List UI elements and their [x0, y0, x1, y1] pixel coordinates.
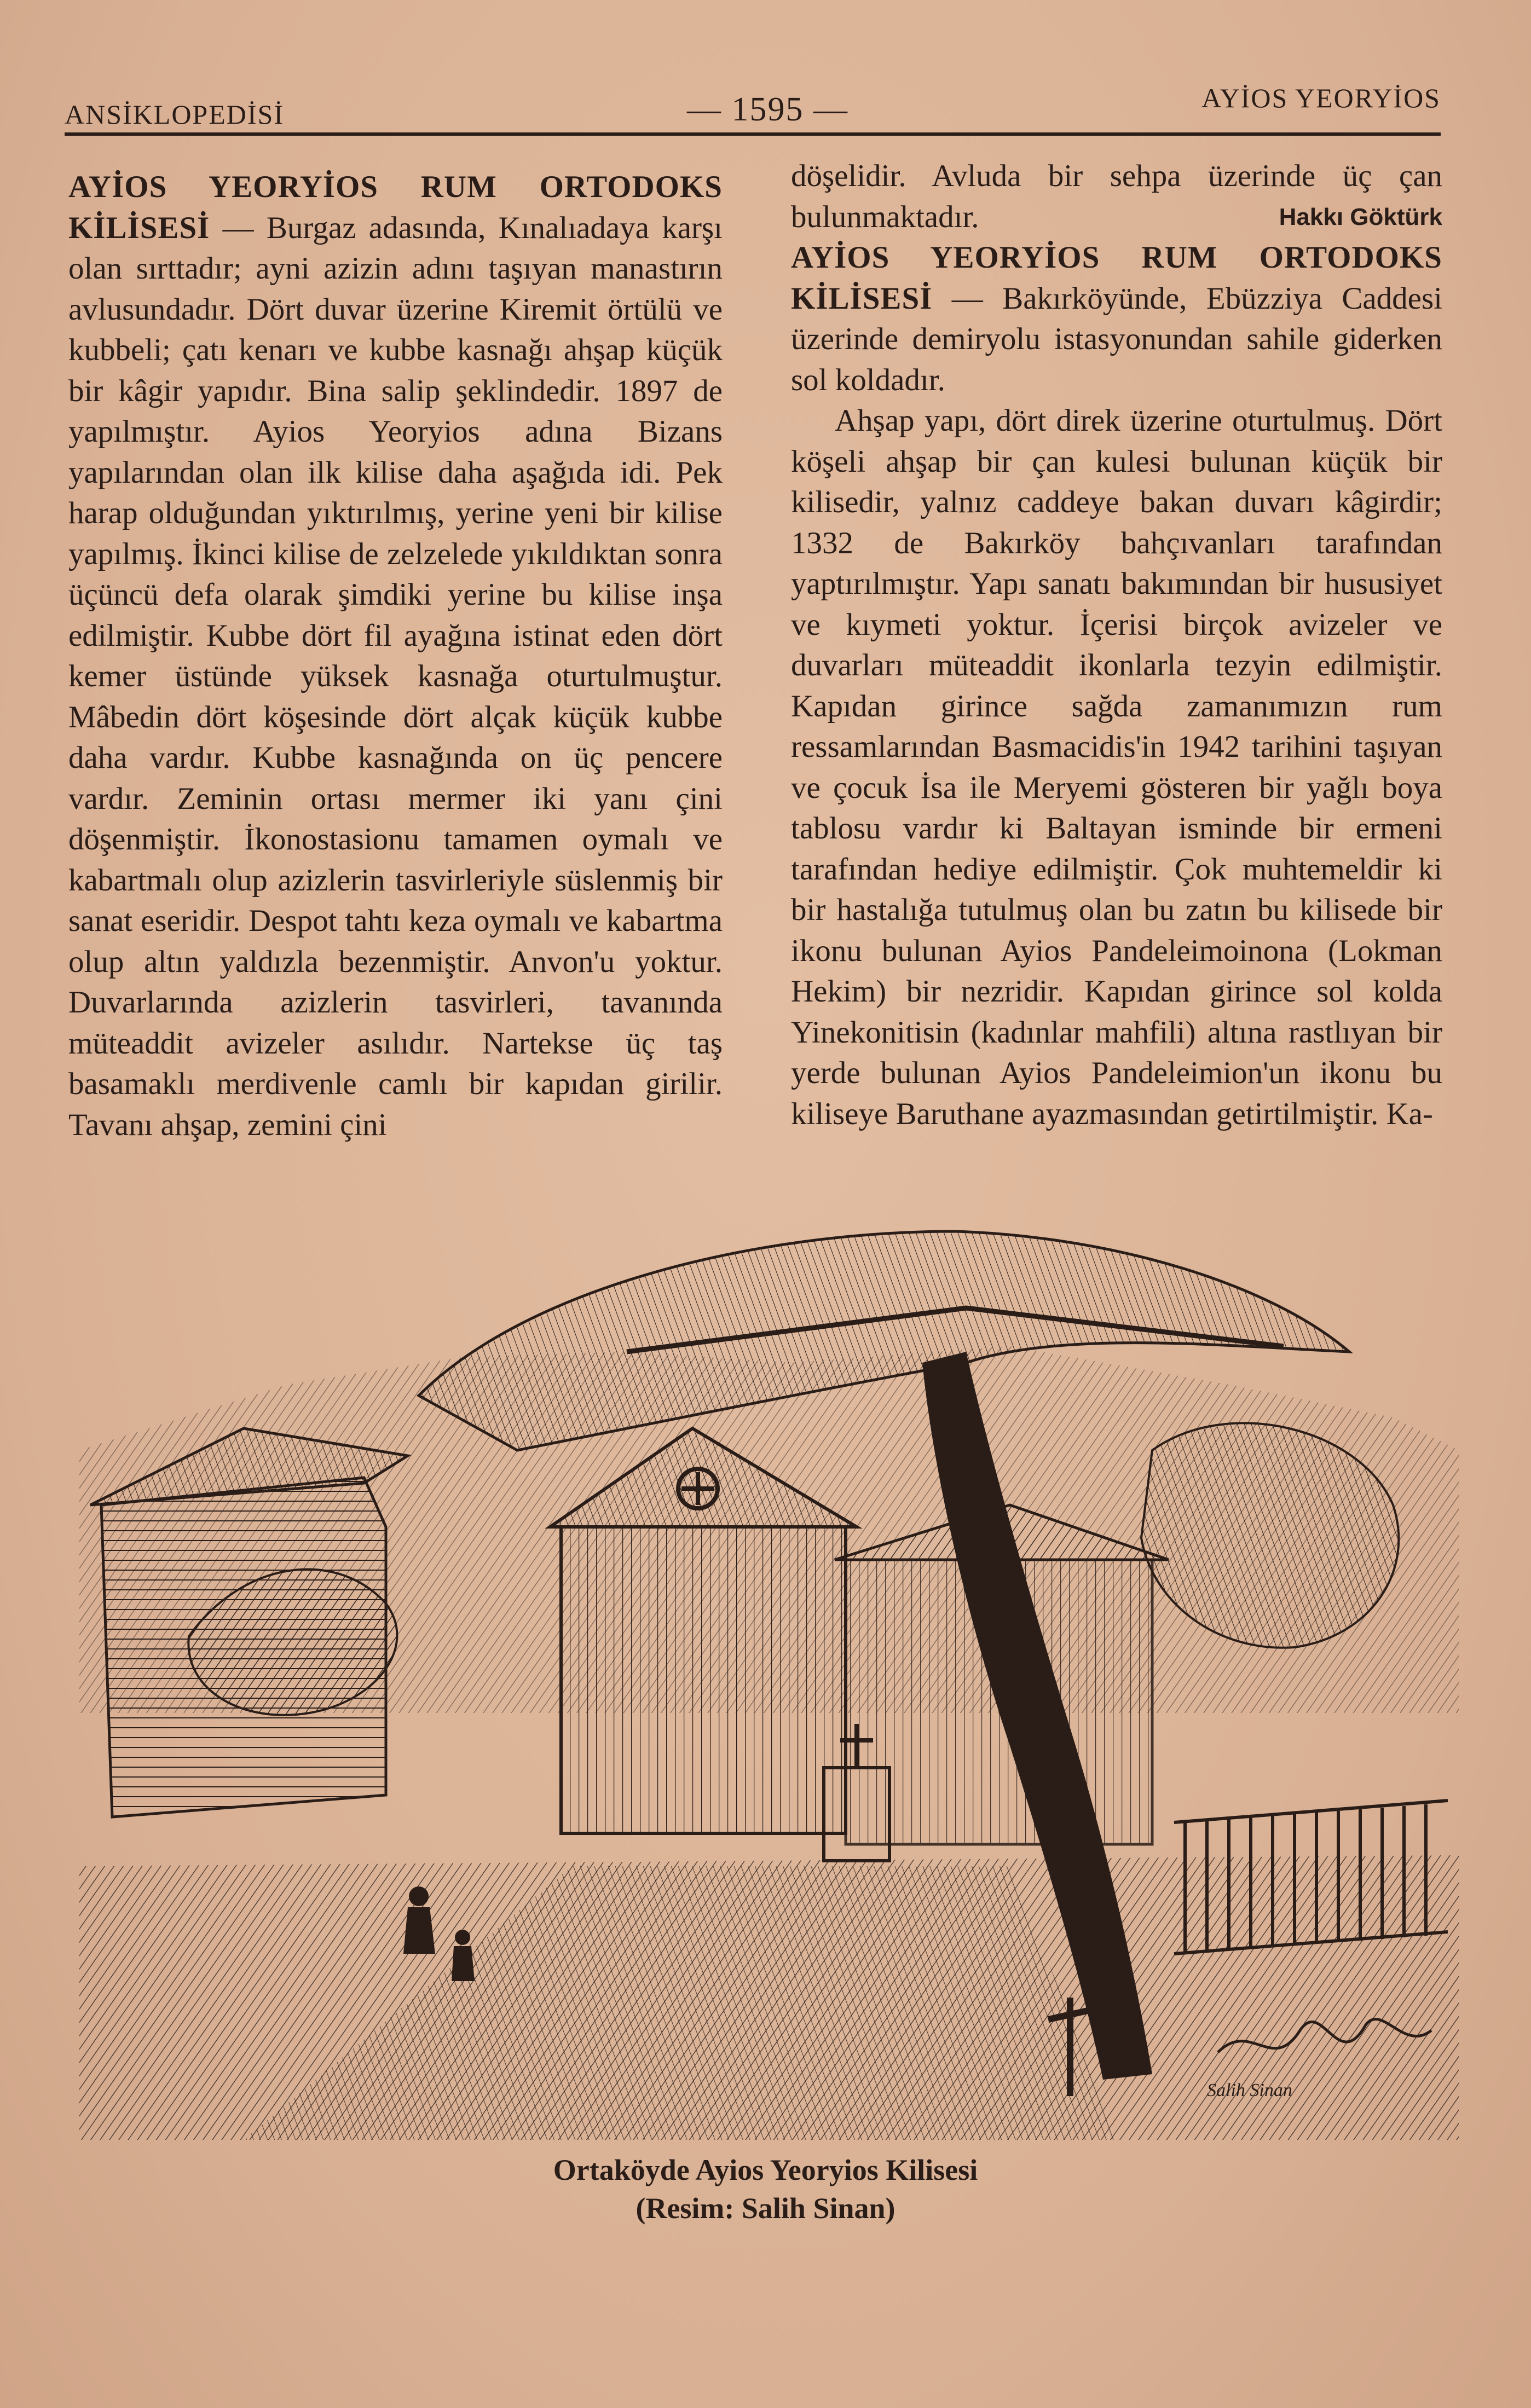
entry-text: — Burgaz adasında, Kınalıadaya karşı olan sırttadır; ayni azizin adını taşıyan manastırın avlusundadır. Dört duvar üzerine Kiremit örtülü ve kubbeli; çatı kenarı ve kubbe kasnağı ahşap küçük bir kâgir yapıdır. Bina salip şeklindedir. 1897 de yapılmıştır. Ayios Yeoryios adına Bizans yapılarından olan ilk kilise daha aşağıda idi. Pek harap olduğundan yıktırılmış, yerine yeni bir kilise yapılmış. İkinci kilise de zelzelede yıkıldıktan sonra üçüncü defa olarak şimdiki yerine bu kilise inşa edilmiştir. Kubbe dört fil ayağına istinat eden dört kemer üstünde yüksek kasnağa oturtulmuştur. Mâbedin dört köşesinde dört alçak küçük kubbe daha vardır. Kubbe kasnağında on üç pencere vardır. Zeminin ortası mermer iki yanı çini döşenmiştir. İkonostasionu tamamen oymalı ve kabartmalı olup azizlerin tasvirleriyle süslenmiş bir sanat eseridir. Despot tahtı keza oymalı ve kabartma olup altın yaldızla bezenmiştir. Anvon'u yoktur. Duvarlarında azizlerin tasvirleri, tavanında müteaddit avizeler asılıdır. Nartekse üç taş basamaklı merdivenle camlı bir kapıdan girilir. Tavanı ahşap, zemini çini	[68, 210, 723, 1142]
continuation-paragraph	[791, 156, 1442, 238]
church-drawing	[79, 1220, 1459, 2140]
page-number: — 1595 —	[687, 91, 848, 128]
church-illustration	[79, 1220, 1459, 2140]
person-figure	[409, 1886, 429, 1906]
entry-paragraph	[791, 238, 1442, 401]
entry-title: AYİOS YEORYİOS RUM ORTODOKS KİLİSESİ	[68, 170, 723, 245]
right-column	[791, 156, 1442, 1134]
entry-title: AYİOS YEORYİOS RUM ORTODOKS KİLİSESİ	[791, 240, 1442, 316]
entry-paragraph	[68, 167, 723, 1145]
header-rule	[65, 132, 1441, 136]
running-head-right: AYİOS YEORYİOS	[1201, 83, 1441, 113]
continuation-text: döşelidir. Avluda bir sehpa üzerinde üç çan bulunmaktadır.	[791, 159, 1442, 234]
figure-caption: Ortaköyde Ayios Yeoryios Kilisesi	[553, 2154, 978, 2186]
entry-text: — Bakırköyünde, Ebüzziya Caddesi üzerinde demiryolu istasyonundan sahile giderken sol koldadır.	[791, 281, 1443, 397]
running-head-left: ANSİKLOPEDİSİ	[65, 99, 284, 130]
artist-signature: Salih Sinan	[1207, 2080, 1292, 2100]
left-column	[68, 167, 723, 1145]
church-wall	[561, 1527, 846, 1833]
entry-paragraph-2: Ahşap yapı, dört direk üzerine oturtulmuş. Dört köşeli ahşap bir çan kulesi bulunan küçük bir kilisedir, yalnız caddeye bakan duvarı kâgirdir; 1332 de Bakırköy bahçıvanları tarafından yaptırılmıştır. Yapı sanatı bakımından bir hususiyet ve kıymeti yoktur. İçerisi birçok avizeler ve duvarları müteaddit ikonlarla tezyin edilmiştir. Kapıdan girince sağda zamanımızın rum ressamlarından Basmacidis'in 1942 tarihini taşıyan ve çocuk İsa ile Meryemi gösteren bir yağlı boya tablosu vardır ki Baltayan isminde bir ermeni tarafından hediye edilmiştir. Çok muhtemeldir ki bir hastalığa tutulmuş olan bu zatın bu kilisede bir ikonu bulunan Ayios Pandeleimoinona (Lokman Hekim) bir nezridir. Kapıdan girince sol kolda Yinekonitisin (kadınlar mahfili) altına rastlıyan bir yerde bulunan Ayios Pandeleimion'un ikonu bu kiliseye Baruthane ayazmasından getirtilmiştir. Ka-	[791, 403, 1442, 1131]
author-signature: Hakkı Göktürk	[1279, 203, 1442, 230]
figure-credit: (Resim: Salih Sinan)	[635, 2192, 896, 2225]
